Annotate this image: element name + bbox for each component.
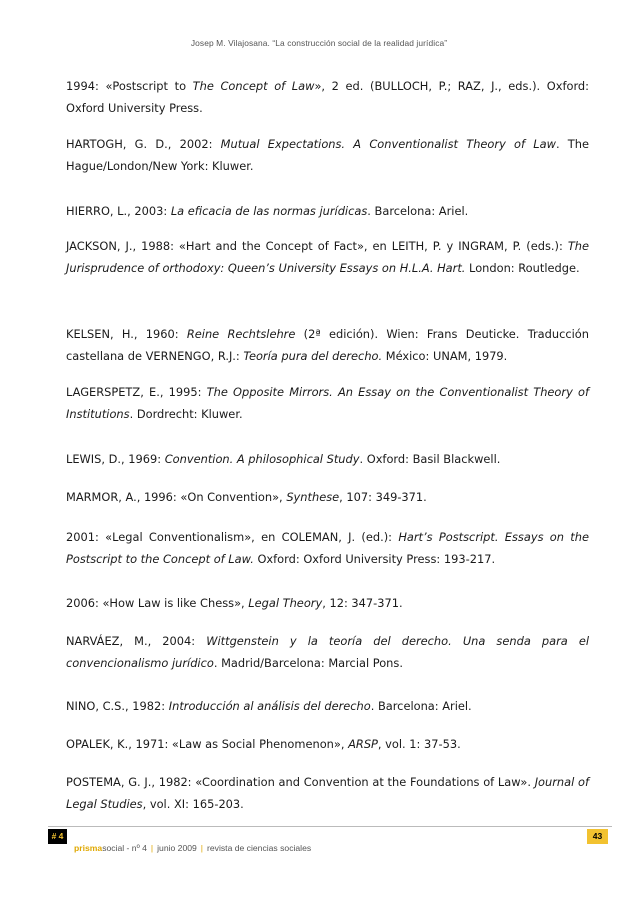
reference-entry xyxy=(66,593,589,615)
reference-text: HARTOGH, G. D., 2002: xyxy=(66,137,221,151)
reference-text: », 2 ed. (BULLOCH, P.; RAZ, J., eds.). Oxford: Oxford University Press. xyxy=(66,79,589,115)
reference-text: México: UNAM, 1979. xyxy=(382,348,508,363)
reference-text: JACKSON, J., 1988: «Hart and the Concept of Fact», en LEITH, P. y INGRAM, P. (eds.): xyxy=(66,239,568,253)
reference-title: Synthese xyxy=(286,490,340,504)
reference-text: . Barcelona: Ariel. xyxy=(370,699,472,713)
journal-brand-issue: social - nº 4 xyxy=(102,843,147,853)
reference-title: ARSP xyxy=(348,737,378,751)
reference-title: The Jurisprudence of orthodoxy: Queen’s University Essays on H.L.A. Hart. xyxy=(66,239,589,275)
reference-text: . Madrid/Barcelona: Marcial Pons. xyxy=(213,655,403,670)
reference-text: , vol. 1: 37-53. xyxy=(377,737,461,751)
reference-title: Reine Rechtslehre xyxy=(186,327,296,341)
reference-entry xyxy=(66,201,589,223)
reference-text: . Dordrecht: Kluwer. xyxy=(129,406,243,421)
reference-text: . Oxford: Basil Blackwell. xyxy=(359,452,501,466)
reference-title: The Concept of Law xyxy=(192,79,315,93)
reference-entry xyxy=(66,734,589,756)
reference-entry xyxy=(66,772,589,815)
reference-title: Journal of Legal Studies xyxy=(66,775,589,811)
reference-text: LEWIS, D., 1969: xyxy=(66,452,165,466)
reference-text: , 107: 349-371. xyxy=(339,490,427,504)
reference-text: London: Routledge. xyxy=(465,260,580,275)
reference-text: 2006: «How Law is like Chess», xyxy=(66,596,249,610)
reference-text: (2ª edición). Wien: Frans Deuticke. Traducción castellana de VERNENGO, R.J.: xyxy=(66,327,589,363)
reference-title: La eficacia de las normas jurídicas xyxy=(170,204,368,218)
reference-text: HIERRO, L., 2003: xyxy=(66,204,171,218)
reference-entry xyxy=(66,487,589,509)
reference-text: , vol. XI: 165-203. xyxy=(142,796,244,811)
reference-text: NINO, C.S., 1982: xyxy=(66,699,169,713)
reference-text: , 12: 347-371. xyxy=(322,596,403,610)
reference-text: POSTEMA, G. J., 1982: «Coordination and Convention at the Foundations of Law». xyxy=(66,775,535,789)
journal-date: junio 2009 xyxy=(157,843,197,853)
footer-rule xyxy=(48,826,612,827)
reference-entry xyxy=(66,449,589,471)
reference-text: . Barcelona: Ariel. xyxy=(367,204,469,218)
reference-title: Legal Theory xyxy=(248,596,323,610)
reference-text: KELSEN, H., 1960: xyxy=(66,327,187,341)
running-header: Josep M. Vilajosana. “La construcción social de la realidad jurídica” xyxy=(190,38,448,48)
footer-separator: | xyxy=(150,843,154,853)
reference-title: Mutual Expectations. A Conventionalist Theory of Law xyxy=(220,137,556,151)
reference-text: OPALEK, K., 1971: «Law as Social Phenomenon», xyxy=(66,737,349,751)
journal-section: revista de ciencias sociales xyxy=(207,843,312,853)
reference-entry xyxy=(66,696,589,718)
reference-text: 1994: «Postscript to xyxy=(66,79,193,93)
reference-text: . The Hague/London/New York: Kluwer. xyxy=(66,137,589,173)
reference-title: Wittgenstein y la teoría del derecho. Una senda para el convencionalismo jurídico xyxy=(66,634,589,670)
reference-entry xyxy=(66,382,589,425)
issue-badge: # 4 xyxy=(48,829,67,844)
reference-title: Teoría pura del derecho. xyxy=(243,348,383,363)
footer-journal-info xyxy=(74,843,311,853)
reference-entry xyxy=(66,631,589,674)
footer-separator: | xyxy=(200,843,204,853)
journal-brand-prisma: prisma xyxy=(74,843,103,853)
reference-text: LAGERSPETZ, E., 1995: xyxy=(66,385,207,399)
reference-entry xyxy=(66,76,589,119)
reference-text: MARMOR, A., 1996: «On Convention», xyxy=(66,490,287,504)
reference-text: NARVÁEZ, M., 2004: xyxy=(66,634,207,648)
reference-entry xyxy=(66,527,589,570)
reference-text: 2001: «Legal Conventionalism», en COLEMAN, J. (ed.): xyxy=(66,530,399,544)
reference-entry xyxy=(66,236,589,279)
reference-entry xyxy=(66,324,589,367)
reference-text: Oxford: Oxford University Press: 193-217. xyxy=(253,551,496,566)
page-number-badge: 43 xyxy=(587,829,608,844)
reference-entry xyxy=(66,134,589,177)
reference-title: Hart’s Postscript. Essays on the Postscript to the Concept of Law. xyxy=(66,530,589,566)
reference-title: Introducción al análisis del derecho xyxy=(168,699,371,713)
reference-title: The Opposite Mirrors. An Essay on the Conventionalist Theory of Institutions xyxy=(66,385,589,421)
reference-title: Convention. A philosophical Study xyxy=(164,452,360,466)
